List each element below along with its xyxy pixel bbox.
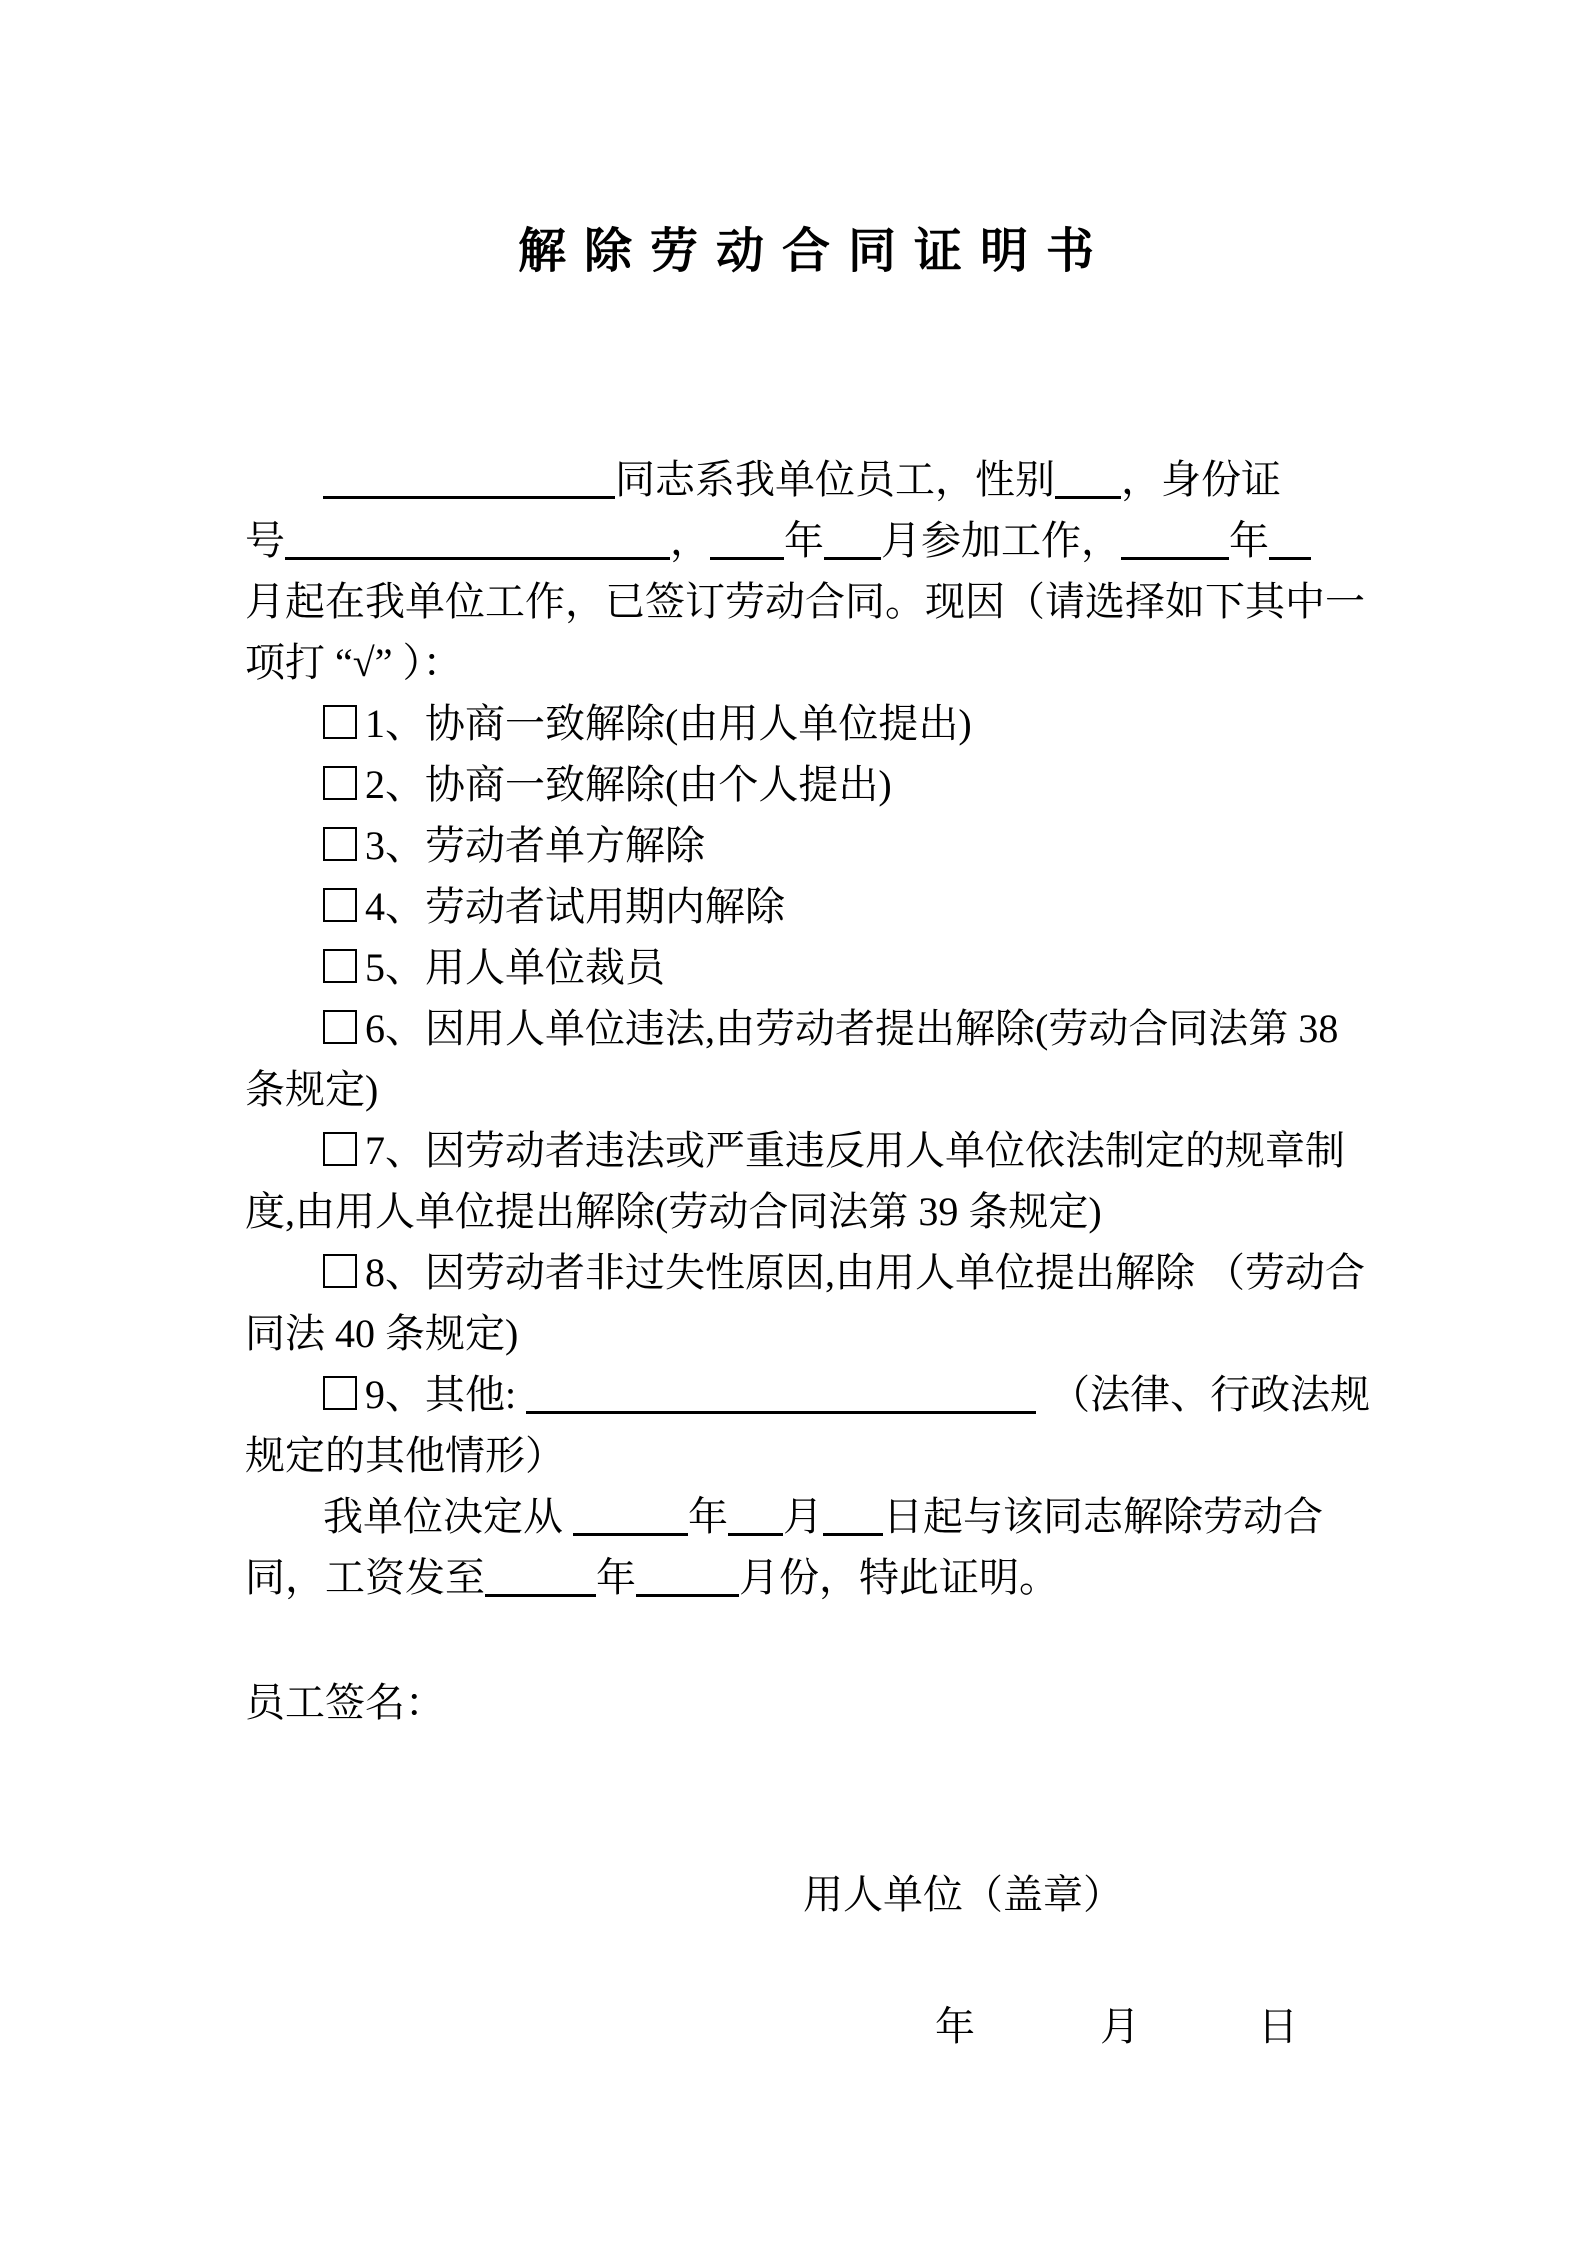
option-text: 2、协商一致解除(由个人提出)	[365, 762, 892, 807]
date-row	[245, 1996, 1370, 2057]
document-content	[245, 0, 1370, 2057]
unit-start-month-blank[interactable]	[1269, 527, 1311, 560]
checkbox-icon[interactable]	[323, 766, 357, 800]
decision-paragraph	[245, 1486, 1370, 1608]
id-number-blank[interactable]	[285, 527, 670, 560]
option-4	[245, 876, 1370, 937]
option-text: 6、因用人单位违法,由劳动者提出解除(劳动合同法第 38	[365, 1006, 1339, 1051]
option-text: 9、其他:	[365, 1372, 527, 1417]
option-3	[245, 815, 1370, 876]
option-text: （法律、行政法规	[1050, 1372, 1371, 1417]
options-list	[245, 693, 1370, 1486]
decision-text: 年	[596, 1555, 636, 1600]
option-6	[245, 998, 1370, 1059]
intro-line-1	[245, 449, 1370, 510]
decision-line-1	[245, 1486, 1370, 1547]
intro-text: 月参加工作，	[881, 518, 1121, 563]
checkbox-icon[interactable]	[323, 888, 357, 922]
wage-month-blank[interactable]	[636, 1564, 739, 1597]
intro-text: 年	[1229, 518, 1269, 563]
option-6-continued	[245, 1059, 1370, 1120]
option-text: 1、协商一致解除(由用人单位提出)	[365, 701, 972, 746]
checkbox-icon[interactable]	[323, 1376, 357, 1410]
employee-signature-label: 员工签名：	[245, 1680, 445, 1725]
option-7-continued	[245, 1181, 1370, 1242]
decision-line-2	[245, 1547, 1370, 1608]
intro-text: 年	[784, 518, 824, 563]
option-text: 同法 40 条规定)	[245, 1311, 519, 1356]
decision-text: 月	[783, 1494, 823, 1539]
intro-paragraph	[245, 449, 1370, 693]
checkbox-icon[interactable]	[323, 827, 357, 861]
intro-text: 月起在我单位工作，已签订劳动合同。现因（请选择如下其中一	[245, 579, 1365, 624]
other-reason-blank[interactable]	[526, 1381, 1036, 1414]
termination-year-blank[interactable]	[573, 1503, 688, 1536]
checkbox-icon[interactable]	[323, 1254, 357, 1288]
page-title: 解 除 劳 动 合 同 证 明 书	[517, 225, 1097, 278]
checkbox-icon[interactable]	[323, 705, 357, 739]
option-9-continued	[245, 1425, 1370, 1486]
option-text: 5、用人单位裁员	[365, 945, 665, 990]
work-start-month-blank[interactable]	[824, 527, 881, 560]
date-year-label: 年	[935, 2004, 975, 2049]
wage-year-blank[interactable]	[485, 1564, 596, 1597]
decision-text: 同，工资发至	[245, 1555, 485, 1600]
option-text: 8、因劳动者非过失性原因,由用人单位提出解除 （劳动合	[365, 1250, 1365, 1295]
checkbox-icon[interactable]	[323, 949, 357, 983]
option-9	[245, 1364, 1370, 1425]
checkbox-icon[interactable]	[323, 1132, 357, 1166]
option-8	[245, 1242, 1370, 1303]
intro-line-2	[245, 510, 1370, 571]
name-blank[interactable]	[323, 466, 615, 499]
option-text: 度,由用人单位提出解除(劳动合同法第 39 条规定)	[245, 1189, 1102, 1234]
intro-text: ，身份证	[1121, 457, 1281, 502]
intro-line-4	[245, 632, 1370, 693]
option-8-continued	[245, 1303, 1370, 1364]
intro-text: ，	[670, 518, 710, 563]
intro-text: 同志系我单位员工，性别	[615, 457, 1055, 502]
date-day-label: 日	[1258, 2004, 1298, 2049]
option-7	[245, 1120, 1370, 1181]
option-2	[245, 754, 1370, 815]
option-text: 规定的其他情形）	[245, 1433, 565, 1478]
intro-text: 号	[245, 518, 285, 563]
termination-month-blank[interactable]	[728, 1503, 783, 1536]
decision-text: 月份，特此证明。	[739, 1555, 1059, 1600]
intro-line-3	[245, 571, 1370, 632]
unit-start-year-blank[interactable]	[1121, 527, 1229, 560]
employee-signature-row	[245, 1672, 1370, 1733]
decision-text: 日起与该同志解除劳动合	[883, 1494, 1323, 1539]
option-text: 7、因劳动者违法或严重违反用人单位依法制定的规章制	[365, 1128, 1345, 1173]
employer-seal-row	[245, 1864, 1370, 1925]
date-month-label: 月	[1100, 2004, 1140, 2049]
work-start-year-blank[interactable]	[710, 527, 784, 560]
termination-day-blank[interactable]	[823, 1503, 883, 1536]
option-text: 3、劳动者单方解除	[365, 823, 705, 868]
option-text: 条规定)	[245, 1067, 379, 1112]
employer-seal-label: 用人单位（盖章）	[803, 1872, 1123, 1917]
decision-text: 我单位决定从	[323, 1494, 573, 1539]
option-5	[245, 937, 1370, 998]
intro-text: 项打 “√” ）：	[245, 640, 463, 685]
decision-text: 年	[688, 1494, 728, 1539]
option-1	[245, 693, 1370, 754]
option-text: 4、劳动者试用期内解除	[365, 884, 785, 929]
checkbox-icon[interactable]	[323, 1010, 357, 1044]
gender-blank[interactable]	[1055, 466, 1121, 499]
